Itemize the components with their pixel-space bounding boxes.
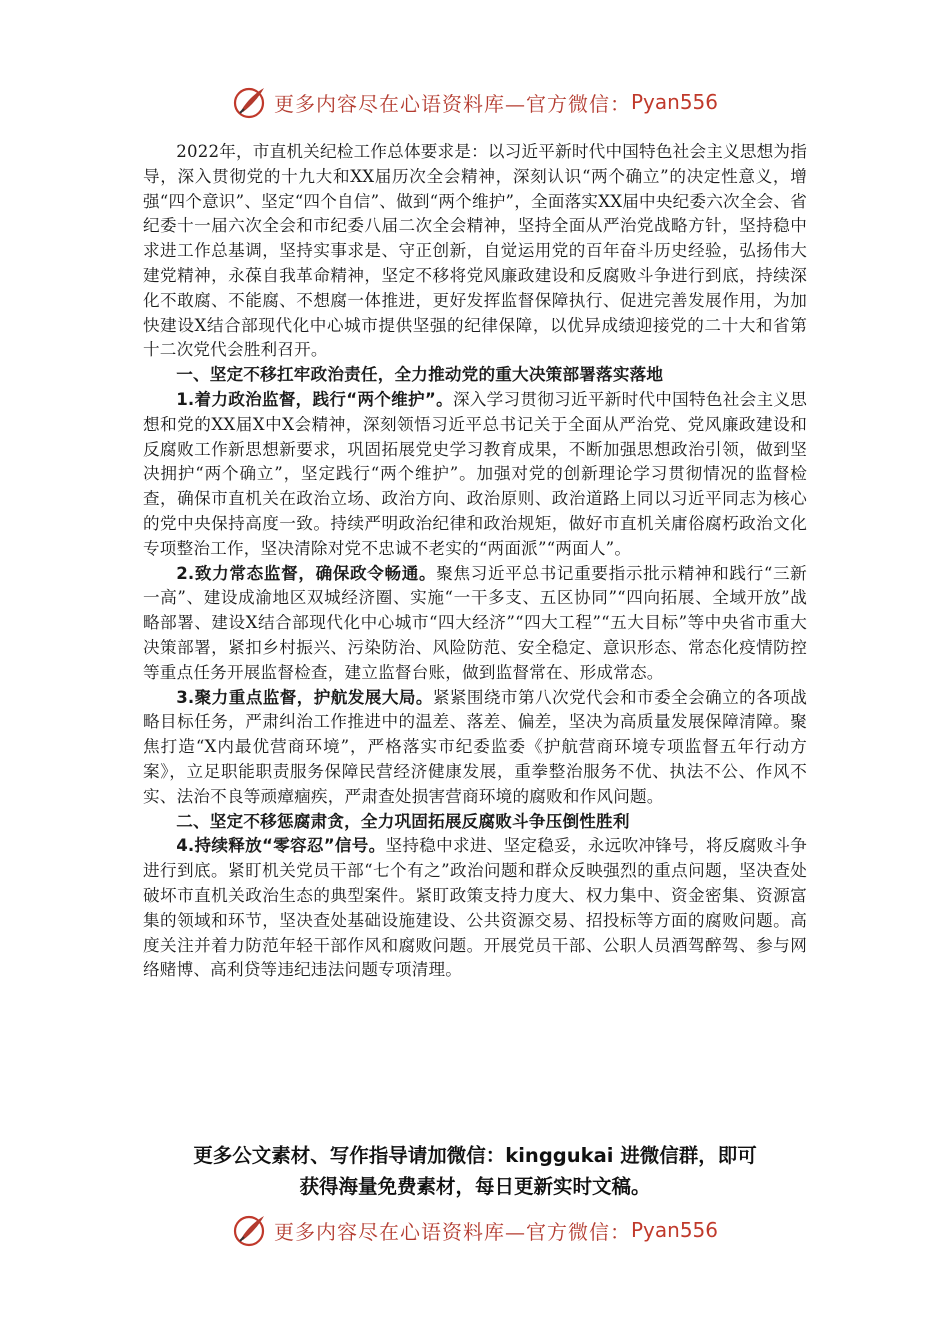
paragraph-1-body: 深入学习贯彻习近平新时代中国特色社会主义思想和党的XX届X中X会精神，深刻领悟习近平总书记关于全面从严治党、党风廉政建设和反腐败工作新思想新要求，巩固拓展党史学习教育成果，不断加强思想政治引领，做到坚决拥护“两个确立”，坚定践行“两个维护”。加强对党的创新理论学习贯彻情况的监督检查，确保市直机关在政治立场、政治方向、政治原则、政治道路上同以习近平同志为核心的党中央保持高度一致。持续严明政治纪律和政治规矩，做好市直机关庸俗腐朽政治文化专项整治工作，坚决清除对党不忠诚不老实的“两面派”“两面人”。	[143, 389, 808, 558]
paragraph-3-lead: 3.聚力重点监督，护航发展大局。	[176, 687, 433, 707]
paragraph-3	[143, 686, 807, 810]
watermark-footer	[0, 1210, 950, 1250]
promo-notice	[120, 1140, 830, 1202]
watermark-header	[0, 82, 950, 122]
watermark-id: Pyan556	[630, 90, 718, 114]
paragraph-1-lead: 1.着力政治监督，践行“两个维护”。	[176, 389, 453, 409]
paragraph-2	[143, 562, 807, 686]
quill-pen-icon	[232, 84, 268, 120]
paragraph-4-body: 坚持稳中求进、坚定稳妥，永远吹冲锋号，将反腐败斗争进行到底。紧盯机关党员干部“七个有之”政治问题和群众反映强烈的重点问题，坚决查处破坏市直机关政治生态的典型案件。紧盯政策支持力度大、权力集中、资金密集、资源富集的领域和环节，坚决查处基础设施建设、公共资源交易、招投标等方面的腐败问题。高度关注并着力防范年轻干部作风和腐败问题。开展党员干部、公职人员酒驾醉驾、参与网络赌博、高利贷等违纪违法问题专项清理。	[143, 836, 808, 980]
watermark-text: 更多内容尽在心语资料库—官方微信：	[273, 1219, 631, 1244]
document-body	[143, 140, 807, 983]
paragraph-4	[143, 834, 807, 983]
watermark-id: Pyan556	[630, 1218, 718, 1242]
quill-pen-icon	[232, 1212, 268, 1248]
paragraph-2-body: 聚焦习近平总书记重要指示批示精神和践行“三新一高”、建设成渝地区双城经济圈、实施“一干多支、五区协同”“四向拓展、全域开放”战略部署、建设X结合部现代化中心城市“四大经济”“四大工程”“五大目标”等中央省市重大决策部署，紧扣乡村振兴、污染防治、风险防范、安全稳定、意识形态、常态化疫情防控等重点任务开展监督检查，建立监督台账，做到监督常在、形成常态。	[143, 563, 807, 682]
section-heading-2: 二、坚定不移惩腐肃贪，全力巩固拓展反腐败斗争压倒性胜利	[176, 811, 630, 831]
watermark-text: 更多内容尽在心语资料库—官方微信：	[273, 91, 631, 116]
paragraph-3-body: 紧紧围绕市第八次党代会和市委全会确立的各项战略目标任务，严肃纠治工作推进中的温差、落差、偏差，坚决为高质量发展保障清障。聚焦打造“X内最优营商环境”，严格落实市纪委监委《护航营商环境专项监督五年行动方案》，立足职能职责服务保障民营经济健康发展，重拳整治服务不优、执法不公、作风不实、法治不良等顽瘴痼疾，严肃查处损害营商环境的腐败和作风问题。	[143, 687, 807, 806]
paragraph-2-lead: 2.致力常态监督，确保政令畅通。	[176, 563, 437, 583]
promo-line-2: 获得海量免费素材，每日更新实时文稿。	[299, 1175, 651, 1198]
paragraph-1	[143, 388, 807, 562]
paragraph-4-lead: 4.持续释放“零容忍”信号。	[176, 836, 386, 856]
section-heading-1: 一、坚定不移扛牢政治责任，全力推动党的重大决策部署落实落地	[176, 365, 664, 385]
intro-paragraph: 2022年，市直机关纪检工作总体要求是：以习近平新时代中国特色社会主义思想为指导，深入贯彻党的十九大和XX届历次全会精神，深刻认识“两个确立”的决定性意义，增强“四个意识”、坚定“四个自信”、做到“两个维护”，全面落实XX届中央纪委六次全会、省纪委十一届六次全会和市纪委八届二次全会精神，坚持全面从严治党战略方针，坚持稳中求进工作总基调，坚持实事求是、守正创新，自觉运用党的百年奋斗历史经验，弘扬伟大建党精神，永葆自我革命精神，坚定不移将党风廉政建设和反腐败斗争进行到底，持续深化不敢腐、不能腐、不想腐一体推进，更好发挥监督保障执行、促进完善发展作用，为加快建设X结合部现代化中心城市提供坚强的纪律保障，以优异成绩迎接党的二十大和省第十二次党代会胜利召开。	[143, 142, 807, 360]
promo-line-1: 更多公文素材、写作指导请加微信：kinggukai 进微信群，即可	[193, 1144, 757, 1167]
